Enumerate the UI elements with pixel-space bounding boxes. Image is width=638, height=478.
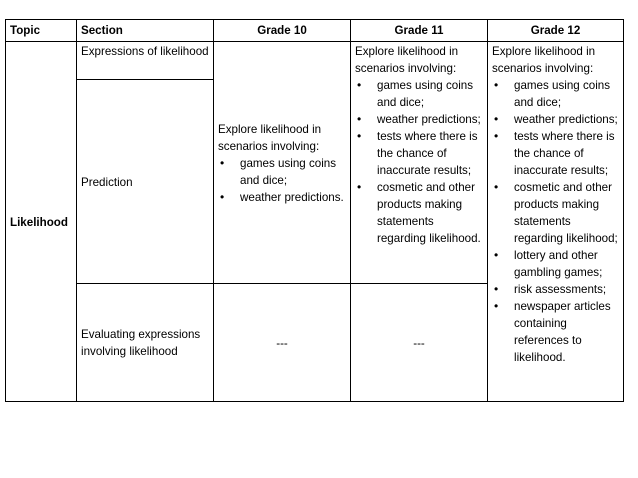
curriculum-table [5,19,624,402]
grade-11-list [355,77,483,247]
list-item: • weather predictions. [218,189,346,206]
grade-10-evaluating: --- [214,284,351,402]
grade-10-list [218,155,346,206]
list-item: • weather predictions; [355,111,483,128]
grade-10-intro: Explore likelihood in scenarios involving: [218,122,322,153]
header-topic: Topic [6,20,77,42]
list-item: • tests where there is the chance of inaccurate results; [355,128,483,179]
section-evaluating: Evaluating expressions involving likelihood [77,284,214,402]
list-item: • games using coins and dice; [492,77,619,111]
grade-10-content [214,42,351,284]
section-prediction: Prediction [77,80,214,284]
grade-12-list [492,77,619,366]
list-item: • tests where there is the chance of inaccurate results; [492,128,619,179]
list-item: • newspaper articles containing references to likelihood. [492,298,619,366]
grade-11-evaluating: --- [351,284,488,402]
list-item: • games using coins and dice; [218,155,346,189]
section-expressions: Expressions of likelihood [77,42,214,80]
header-grade-12: Grade 12 [488,20,624,42]
grade-11-content [351,42,488,284]
list-item: • lottery and other gambling games; [492,247,619,281]
header-section: Section [77,20,214,42]
topic-cell: Likelihood [6,42,77,402]
header-grade-11: Grade 11 [351,20,488,42]
list-item: • cosmetic and other products making statements regarding likelihood. [355,179,483,247]
grade-11-intro: Explore likelihood in scenarios involving: [355,45,459,75]
header-row [6,20,624,42]
list-item: • risk assessments; [492,281,619,298]
list-item: • weather predictions; [492,111,619,128]
header-grade-10: Grade 10 [214,20,351,42]
table-row-expressions [6,42,624,80]
list-item: • games using coins and dice; [355,77,483,111]
grade-12-content [488,42,624,402]
list-item: • cosmetic and other products making statements regarding likelihood; [492,179,619,247]
grade-12-intro: Explore likelihood in scenarios involving: [492,45,596,75]
